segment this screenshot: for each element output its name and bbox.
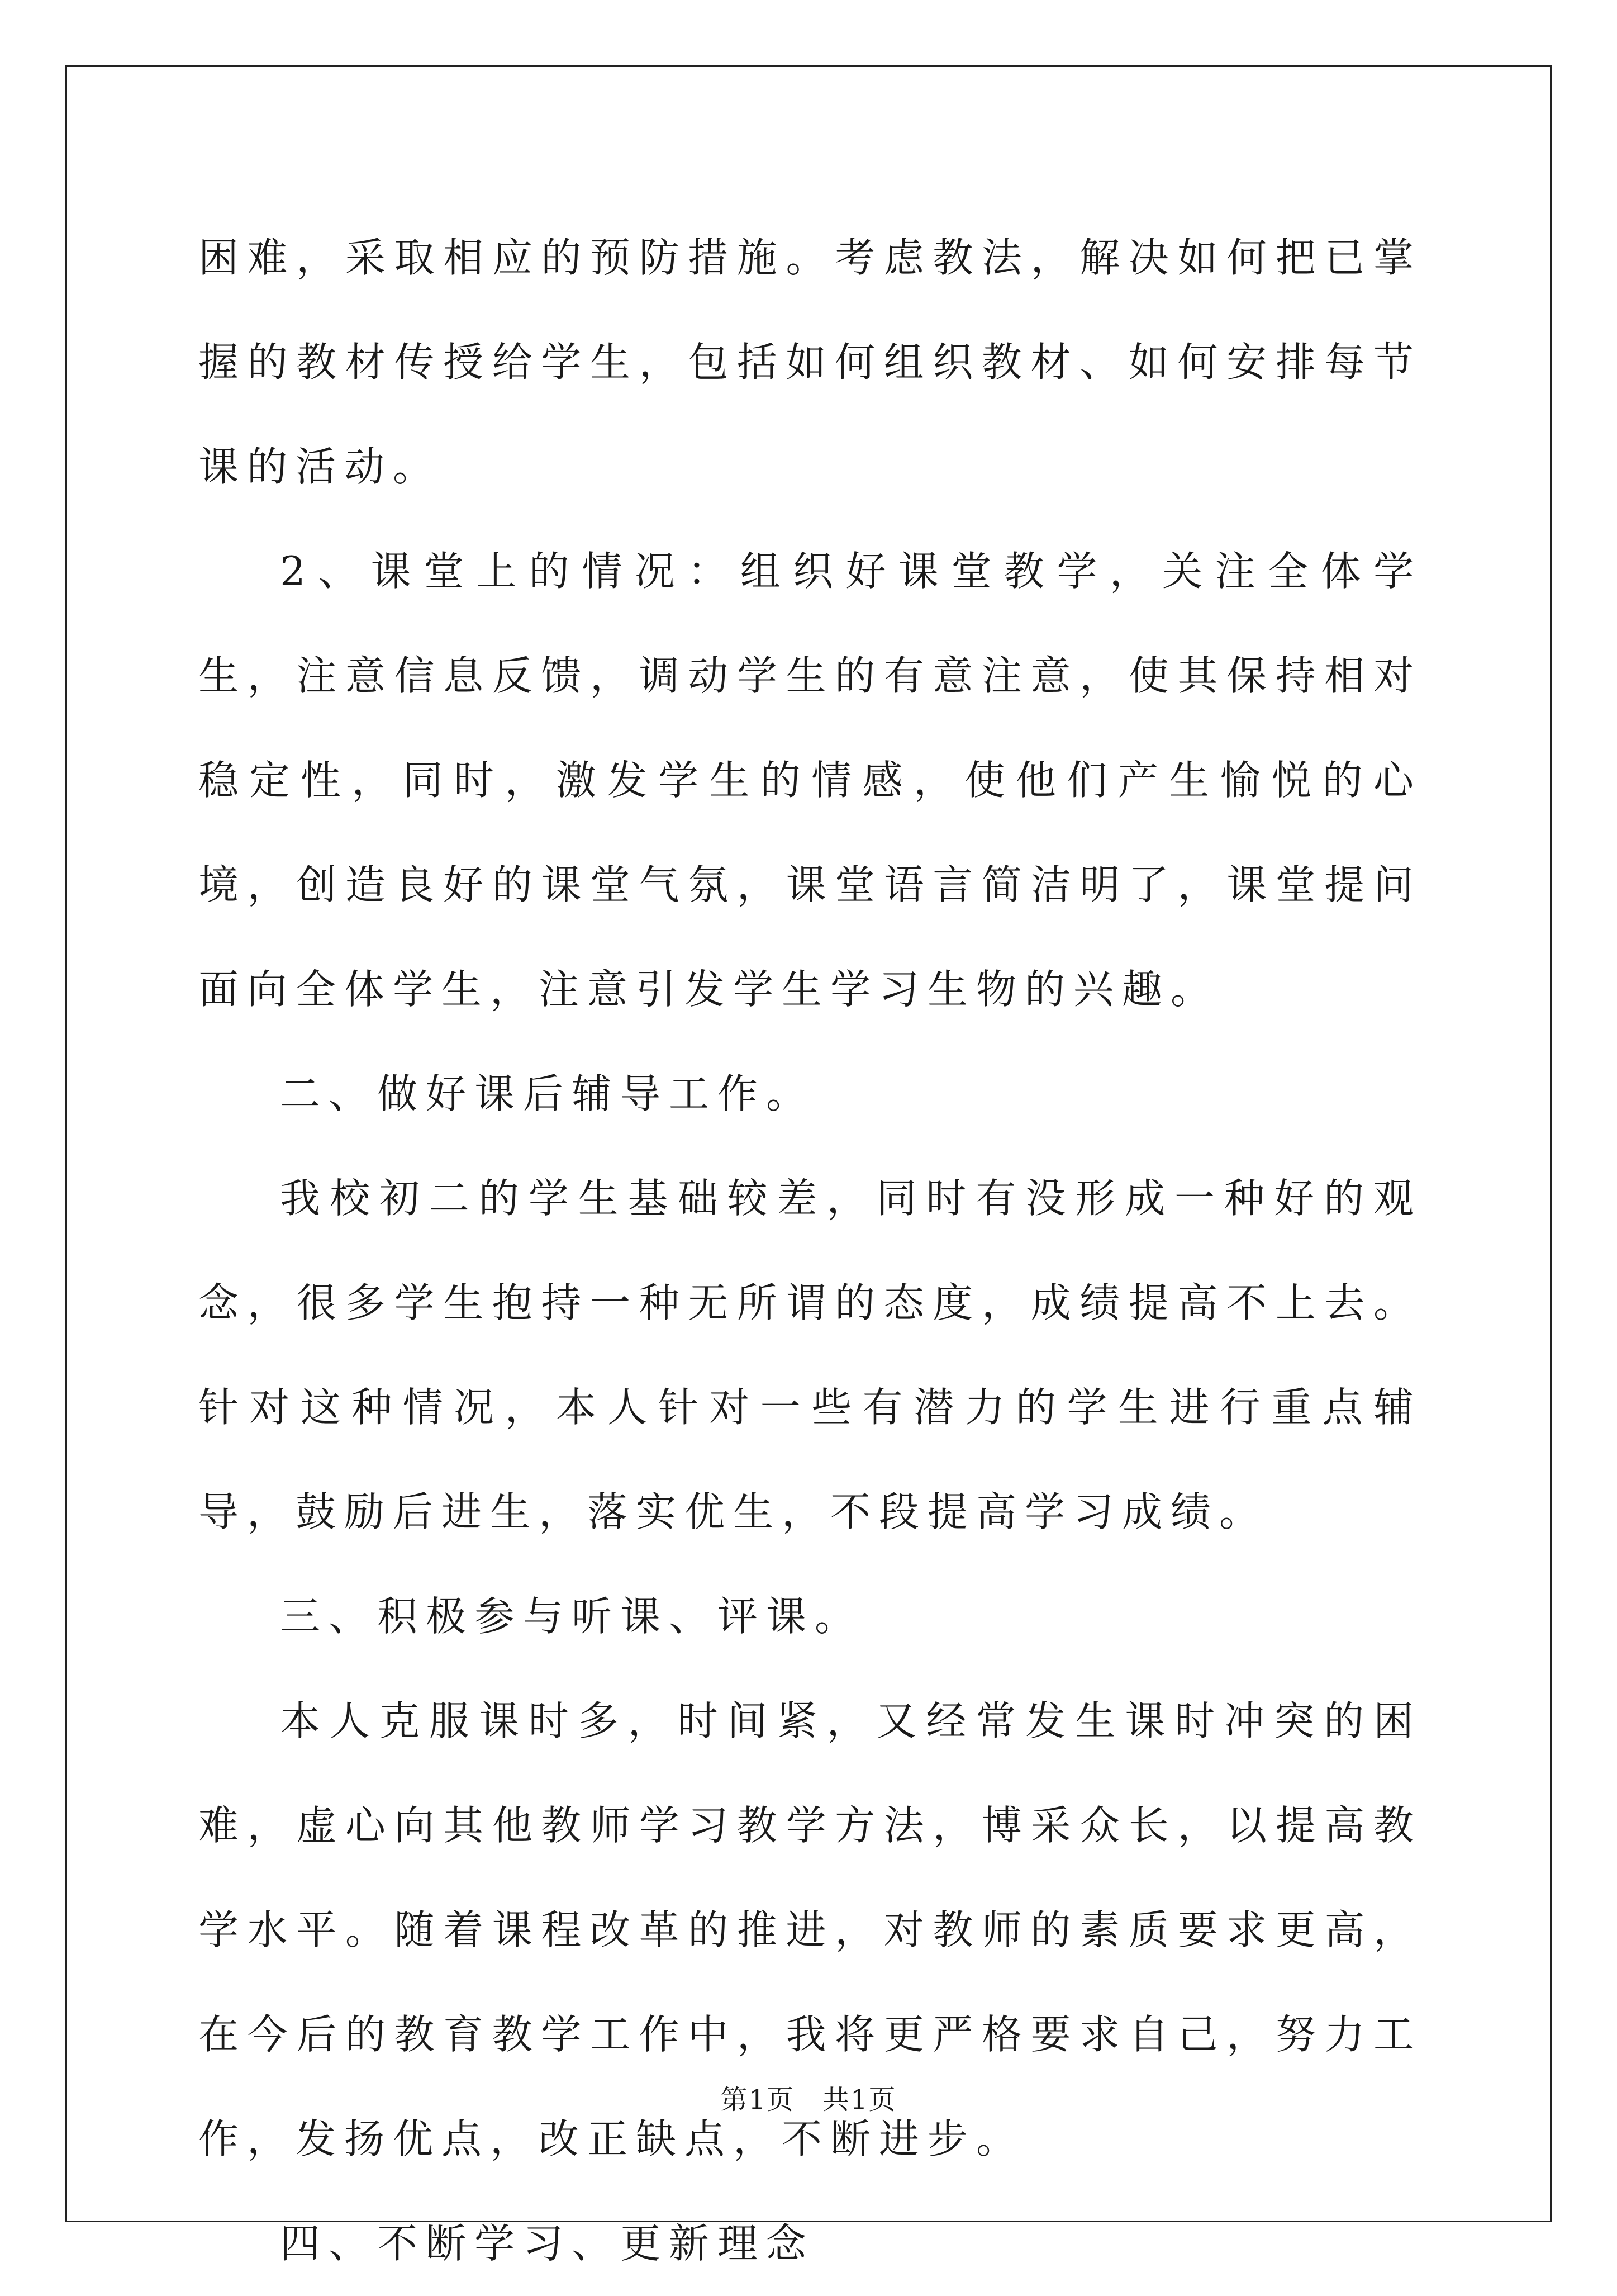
heading-continuous-learning: 四、不断学习、更新理念 — [280, 2220, 815, 2267]
page-number-footer: 第1页 共1页 — [720, 2084, 897, 2115]
paragraph-lesson-observation: 本人克服课时多，时间紧，又经常发生课时冲突的困难，虚心向其他教师学习教学方法，博采众长，以提高教学水平。随着课程改革的推进，对教师的素质要求更高，在今后的教育教学工作中，我将更严格要求自己，努力工作，发扬优点，改正缺点，不断进步。 — [198, 1697, 1422, 2162]
heading-after-class-tutoring: 二、做好课后辅导工作。 — [280, 1070, 815, 1117]
heading-lesson-observation: 三、积极参与听课、评课。 — [280, 1593, 864, 1640]
paragraph-tutoring: 我校初二的学生基础较差，同时有没形成一种好的观念，很多学生抱持一种无所谓的态度，成绩提高不上去。针对这种情况，本人针对一些有潜力的学生进行重点辅导，鼓励后进生，落实优生，不段提高学习成绩。 — [198, 1175, 1422, 1535]
document-body — [198, 206, 1422, 2296]
paragraph-continuation: 困难，采取相应的预防措施。考虑教法，解决如何把已掌握的教材传授给学生，包括如何组织教材、如何安排每节课的活动。 — [198, 234, 1422, 490]
paragraph-classroom-situation: 2、课堂上的情况：组织好课堂教学，关注全体学生，注意信息反馈，调动学生的有意注意，使其保持相对稳定性，同时，激发学生的情感，使他们产生愉悦的心境，创造良好的课堂气氛，课堂语言简洁明了，课堂提问面向全体学生，注意引发学生学习生物的兴趣。 — [198, 548, 1422, 1013]
